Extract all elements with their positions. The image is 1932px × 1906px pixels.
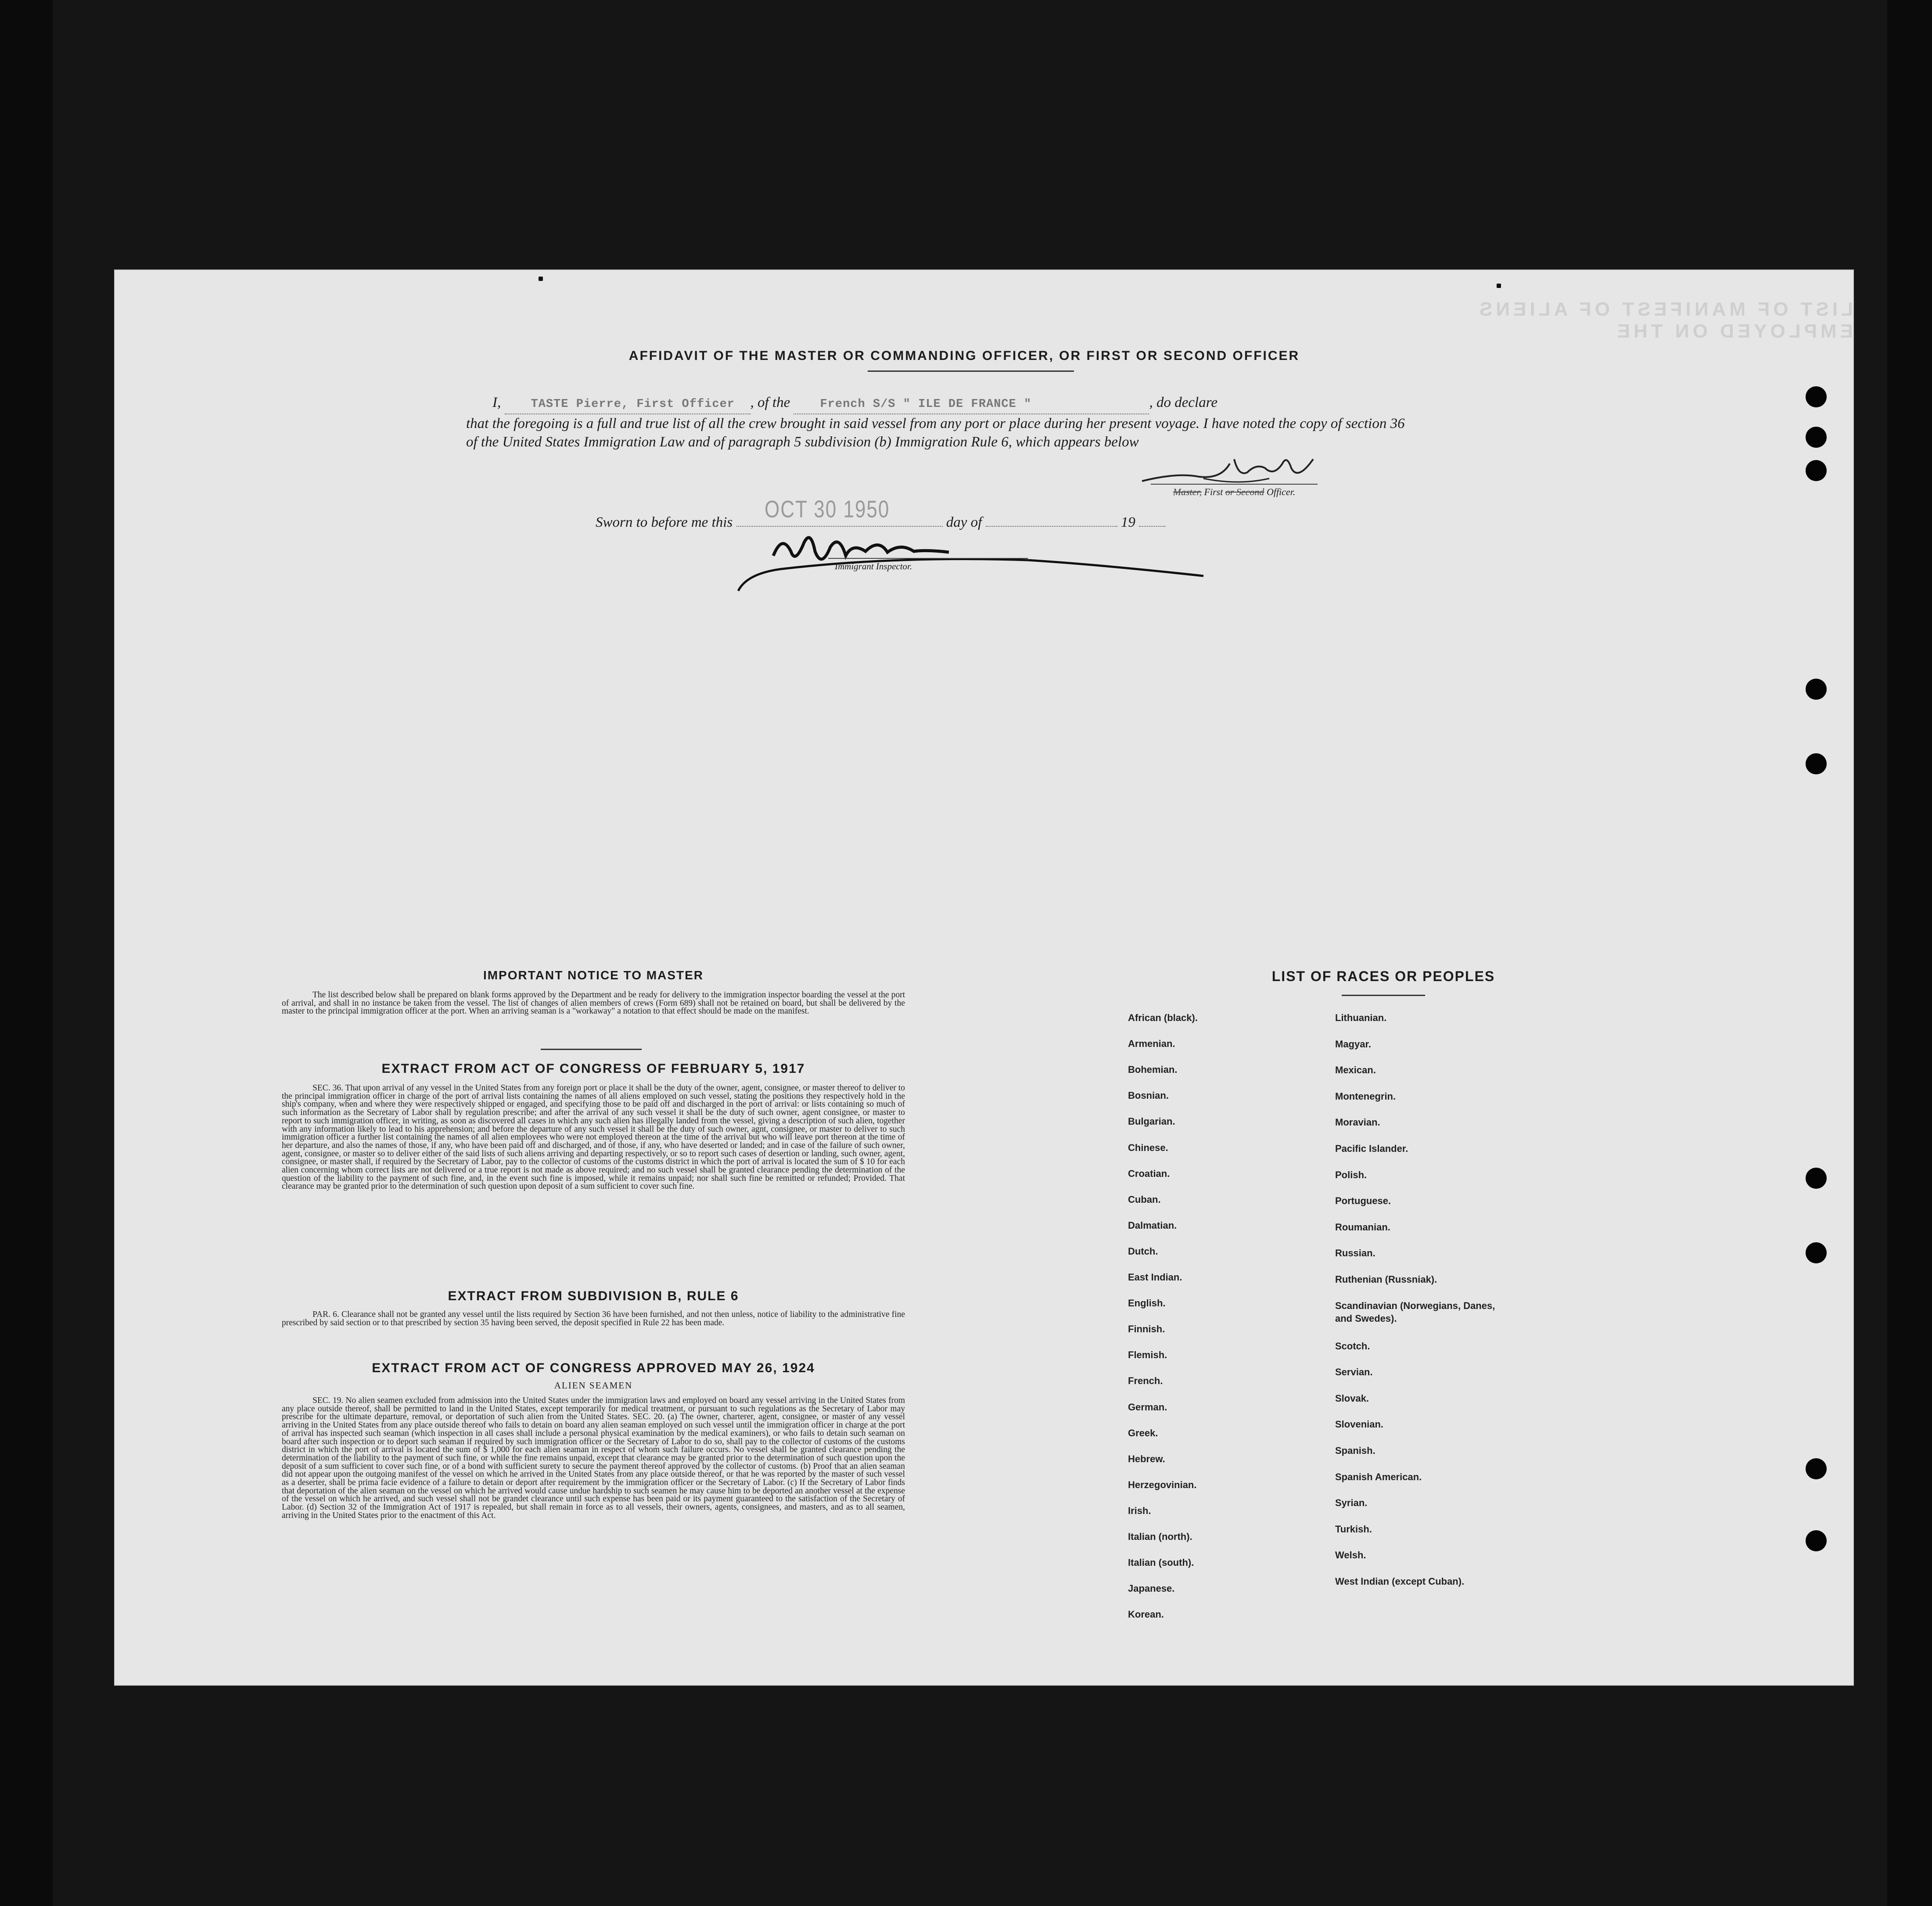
day-of-label: day of	[946, 514, 982, 530]
race-item: Dutch.	[1128, 1245, 1158, 1257]
document-page	[115, 270, 1853, 1685]
race-item: Armenian.	[1128, 1038, 1175, 1050]
race-item: Pacific Islander.	[1335, 1143, 1408, 1154]
race-item: Dalmatian.	[1128, 1219, 1177, 1231]
race-item: Turkish.	[1335, 1523, 1372, 1535]
race-item: Polish.	[1335, 1169, 1367, 1180]
extract-1917-title: EXTRACT FROM ACT OF CONGRESS OF FEBRUARY 5, 1917	[381, 1061, 805, 1076]
vessel-name-field	[794, 393, 1149, 414]
master-label-first: First	[1204, 486, 1223, 497]
race-item: Scotch.	[1335, 1340, 1370, 1352]
race-item: Russian.	[1335, 1248, 1375, 1259]
race-item: Italian (north).	[1128, 1531, 1192, 1542]
race-item: Welsh.	[1335, 1550, 1366, 1561]
inspector-label: Immigrant Inspector.	[835, 561, 912, 572]
binder-hole	[1806, 386, 1827, 407]
affidavit-text	[466, 393, 1418, 451]
race-item: Finnish.	[1128, 1323, 1165, 1335]
affidavit-declare-label: , do declare	[1149, 395, 1217, 410]
officer-signature	[1124, 446, 1326, 490]
affidavit-title-rule	[868, 370, 1074, 372]
extract-rule6-text: PAR. 6. Clearance shall not be granted any vessel until the lists required by Section 36 have been furnished, and not then unless, notice of liability to the administrative fine prescribed by said section or to that prescribed by section 35 having been served, the deposit specified in Rule 22 has been made.	[282, 1310, 905, 1327]
race-item: Scandinavian (Norwegians, Danes, and Swedes).	[1335, 1300, 1495, 1324]
race-item: Spanish.	[1335, 1445, 1375, 1456]
race-item: Magyar.	[1335, 1038, 1371, 1050]
race-item: Mexican.	[1335, 1064, 1376, 1076]
race-item: English.	[1128, 1298, 1166, 1309]
dust-speck	[539, 277, 543, 281]
race-item: Bulgarian.	[1128, 1116, 1175, 1127]
race-item: Syrian.	[1335, 1497, 1368, 1509]
race-item: Spanish American.	[1335, 1471, 1422, 1482]
race-item: East Indian.	[1128, 1272, 1182, 1283]
race-item: Portuguese.	[1335, 1195, 1391, 1207]
race-item: Bosnian.	[1128, 1090, 1169, 1101]
race-item: Hebrew.	[1128, 1453, 1165, 1464]
master-label-officer: Officer.	[1266, 486, 1296, 497]
binder-hole	[1806, 679, 1827, 700]
race-item: Cuban.	[1128, 1194, 1161, 1205]
affidavit-of-the-label: , of the	[750, 395, 790, 410]
master-label-struck: Master,	[1173, 486, 1202, 497]
master-label-struck-second: or Second	[1225, 486, 1264, 497]
notice-text: The list described below shall be prepared on blank forms approved by the Department and be ready for delivery to the immigration inspector boarding the vessel at the port of arrival, and shall in no instance be taken from the vessel. The list of changes of alien members of crews (Form 689) shall not be retained on board, but shall be delivered by the master to the principal immigration officer at the port. When an arriving seaman is a "workaway" a notation to that effect should be made on the manifest.	[282, 990, 905, 1016]
race-item: Servian.	[1335, 1367, 1373, 1378]
officer-name-field	[505, 393, 751, 414]
vessel-name-value: French S/S " ILE DE FRANCE "	[820, 398, 1032, 411]
race-item: Italian (south).	[1128, 1557, 1194, 1568]
alien-seamen-subtitle: ALIEN SEAMEN	[554, 1380, 633, 1391]
binder-hole	[1806, 753, 1827, 774]
binder-hole	[1806, 1530, 1827, 1551]
race-item: Chinese.	[1128, 1142, 1168, 1153]
race-item: Croatian.	[1128, 1168, 1170, 1179]
affidavit-i-label: I,	[492, 395, 501, 410]
binder-hole	[1806, 460, 1827, 481]
race-item: Irish.	[1128, 1505, 1151, 1516]
race-item: Slovenian.	[1335, 1419, 1384, 1430]
affidavit-body: that the foregoing is a full and true list of all the crew brought in said vessel from any port or place during her present voyage. I have noted the copy of section 36 of the United States Immigration Law and of paragraph 5 subdivision (b) Immigration Rule 6, which appears below	[466, 416, 1405, 450]
binder-hole	[1806, 1242, 1827, 1263]
binder-hole	[1806, 427, 1827, 448]
extract-rule6-title: EXTRACT FROM SUBDIVISION B, RULE 6	[448, 1289, 739, 1303]
race-item: French.	[1128, 1375, 1163, 1387]
race-item: Ruthenian (Russniak).	[1335, 1274, 1437, 1285]
notice-title: IMPORTANT NOTICE TO MASTER	[483, 968, 704, 982]
race-item: African (black).	[1128, 1012, 1198, 1023]
master-signature-line	[1151, 484, 1318, 498]
bleed-through-mark: LIST OF MANIFEST OF ALIENS EMPLOYED ON THE	[1476, 298, 1853, 342]
extract-1924-title: EXTRACT FROM ACT OF CONGRESS APPROVED MAY 26, 1924	[372, 1361, 815, 1375]
race-item: Slovak.	[1335, 1392, 1369, 1404]
inspector-signature	[721, 525, 1212, 595]
race-item: West Indian (except Cuban).	[1335, 1576, 1465, 1587]
date-stamp: OCT 30 1950	[765, 496, 890, 523]
races-title-rule	[1342, 995, 1425, 996]
race-item: Korean.	[1128, 1609, 1164, 1620]
race-item: German.	[1128, 1401, 1167, 1413]
race-item: Greek.	[1128, 1427, 1158, 1438]
race-item: Flemish.	[1128, 1349, 1167, 1361]
extract-1924-text: SEC. 19. No alien seamen excluded from admission into the United States under the immigration laws and employed on board any vessel arriving in the United States from any place outside thereof, shall be permitted to land in the United States, except temporarily for medical treatment, or pursuant to such regulations as the Secretary of Labor may prescribe for the ultimate departure, removal, or deportation of such alien from the United States. SEC. 20. (a) The owner, charterer, agent, consignee, or master of any vessel arriving in the United States from any place outside thereof who fails to detain on board any alien seaman employed on such vessel until the immigration officer in charge at the port of arrival has inspected such seaman (which inspection in all cases shall include a personal physical examination by the medical examiners), or who fails to detain such seaman on board after such inspection or to deport such seaman if required by such immigration officer or the Secretary of Labor to do so, shall pay to the collector of customs of the customs district in which the port of arrival is located the sum of $ 1,000 for each alien seaman in respect of whom such failure occurs. No vessel shall be granted clearance pending the determination of the liability to the payment of such fine, or while the fine remains unpaid, except that clearance may be granted prior to the determination of such question upon the deposit of a sum sufficient to cover such fine, or of a bond with sufficient surety to secure the payment thereof approved by the collector of customs. (b) Proof that an alien seaman did not appear upon the outgoing manifest of the vessel on which he arrived in the United States from any place outside thereof, or that he was reported by the master of such vessel as a deserter, shall be prima facie evidence of a failure to detain or deport after requirement by the immigration officer or the Secretary of Labor. (c) If the Secretary of Labor finds that deportation of the alien seaman on the vessel on which he arrived would cause undue hardship to such seamen he may cause him to be deported an another vessel at the expense of the vessel on which he arrived, and such vessel shall not be grandet clearance until such expense has been paid or its payment guaranteed to the satisfaction of the Secretary of Labor. (d) Section 32 of the Immigration Act of 1917 is repealed, but shall remain in force as to all vessels, their owners, agents, consignees, and masters, and as to all seamen, arriving in the United States prior to the enactment of this Act.	[282, 1396, 905, 1520]
affidavit-title: AFFIDAVIT OF THE MASTER OR COMMANDING OFFICER, OR FIRST OR SECOND OFFICER	[628, 349, 1300, 363]
race-item: Japanese.	[1128, 1583, 1175, 1594]
race-item: Moravian.	[1335, 1117, 1380, 1128]
race-item: Roumanian.	[1335, 1221, 1390, 1233]
races-title: LIST OF RACES OR PEOPLES	[1271, 968, 1495, 984]
race-item: Montenegrin.	[1335, 1090, 1396, 1102]
sworn-label: Sworn to before me this	[596, 514, 733, 530]
dust-speck	[1497, 284, 1501, 288]
race-item: Bohemian.	[1128, 1064, 1178, 1075]
binder-hole	[1806, 1168, 1827, 1189]
extract-1917-text: SEC. 36. That upon arrival of any vessel in the United States from any foreign port or place it shall be the duty of the owner, agent, consignee, or master thereof to deliver to the principal immigration officer in charge of the port of arrival lists containing the names of all aliens employed on such vessel, stating the positions they respectively hold in the ship's company, when and where they were respectively shipped or engaged, and specifying those to be paid off and discharged in the port of arrival: or lists containing so much of such information as the Secretary of Labor shall by regulation prescribe; and after the arrival of any such vessel it shall be the duty of such owner, agent consignee, or master to report to such immigration officer, in writing, as soon as discovered all cases in which any such alien has illegally landed from the vessel, giving a description of such alien, together with any information likely to lead to his apprehension; and before the departure of any such vessel it shall be the duty of such owner, agnt, consignee, or master to deliver to such immigration officer a further list containing the names of all alien employees who were not employed thereon at the time of the arrival but who will leave port thereon at the time of her departure, and also the names of those, if any, who have been paid off and discharged, and of those, if any, who have deserted or landed; and in case of the failure of such owner, agent, consignee, or master so to deliver either of the said lists of such aliens arriving and departing respectively, or so to report such cases of desertion or landing, such owner, agent, consignee, or master shall, if required by the Secretary of Labor, pay to the collector of customs of the customs district in which the port of arrival is located the sum of $ 10 for each alien concerning whom correct lists are not delivered or a true report is not made as above required; and no such vessel shall be granted clearance pending the determination of the question of the liability to the payment of such fine, and, in the event such fine is imposed, while it remains unpaid; nor shall such fine be remitted or refunded; Provided. That clearance may be granted prior to the determination of such question upon deposit of a sum sufficient to cover such fine.	[282, 1083, 905, 1191]
binder-hole	[1806, 1458, 1827, 1479]
section-rule	[541, 1049, 642, 1050]
race-item: Herzegovinian.	[1128, 1479, 1197, 1490]
race-item: Lithuanian.	[1335, 1012, 1387, 1023]
officer-name-value: TASTE Pierre, First Officer	[531, 398, 735, 411]
year-prefix-label: 19	[1120, 514, 1135, 530]
